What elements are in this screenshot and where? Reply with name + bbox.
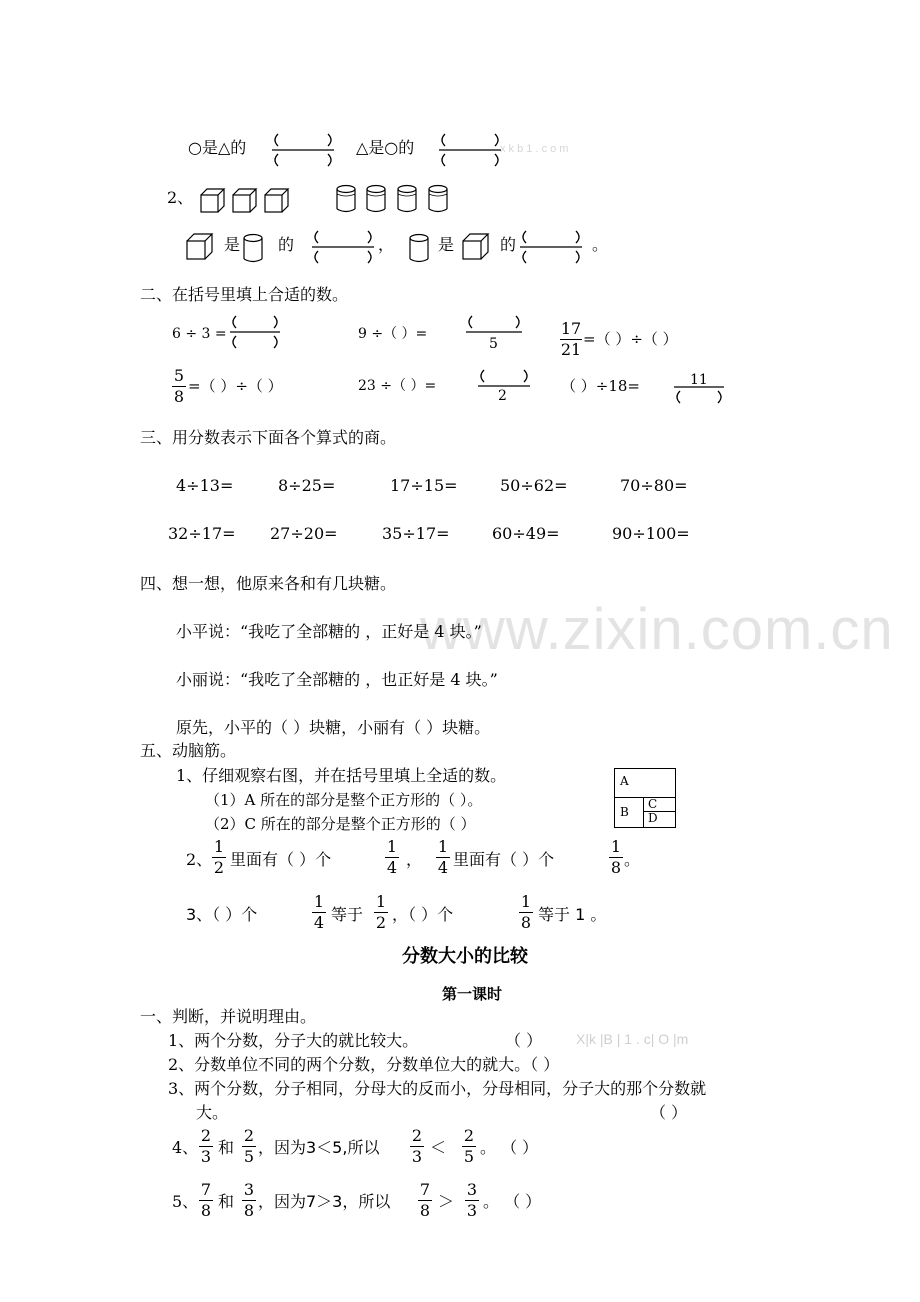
- section5-title: 五、动脑筋。: [140, 741, 237, 760]
- s5-q2-text2: ，: [406, 850, 423, 869]
- fraction-2-5: 2 5: [243, 1126, 255, 1166]
- judge-3b: 大。: [196, 1103, 229, 1122]
- judge-1-paren: （ ）: [505, 1031, 543, 1050]
- blank-fraction-3: [310, 227, 376, 267]
- quotient-expression: 60÷49=: [492, 524, 560, 543]
- judge-5-and: 和: [218, 1192, 235, 1211]
- fraction-one-quarter: 1 4: [437, 837, 449, 877]
- q2-end: 。: [592, 235, 609, 254]
- judge-4-and: 和: [218, 1138, 235, 1157]
- fraction-one-half: 1 2: [213, 837, 225, 877]
- quotient-expression: 17÷15=: [390, 476, 458, 495]
- judge-4-because: ，因为3＜5,所以: [258, 1138, 380, 1157]
- s5-q3-text1: 等于: [331, 905, 364, 924]
- section3-title: 三、用分数表示下面各个算式的商。: [140, 428, 397, 447]
- q2-is-2: 是: [438, 235, 455, 254]
- compare-title: 一、判断，并说明理由。: [140, 1007, 317, 1026]
- blank-fraction: [228, 312, 282, 352]
- fraction-2-3: 2 3: [411, 1126, 423, 1166]
- original-candies: 原先，小平的（ ）块糖，小丽有（ ）块糖。: [176, 718, 491, 737]
- section2-title: 二、在括号里填上合适的数。: [140, 285, 349, 304]
- cylinder-icon: [336, 184, 456, 216]
- label-a: A: [620, 774, 629, 788]
- q2-is: 是: [224, 235, 241, 254]
- expr-div-18-numerator: 11: [690, 372, 708, 388]
- q2-label: 2、: [167, 188, 194, 207]
- s5-q3-prefix: 3、（ ）个: [186, 905, 258, 924]
- label-d: D: [648, 811, 658, 825]
- fraction-one-quarter: 1 4: [386, 837, 398, 877]
- fraction-17-21: 17 21: [560, 319, 582, 359]
- s5-q2-prefix: 2、: [186, 850, 213, 869]
- watermark-bottom: X|k |B | 1 . c| O |m: [576, 1031, 689, 1047]
- judge-4-label: 4、: [172, 1138, 199, 1157]
- expr-5-8-rest: =（ ）÷（ ）: [188, 377, 283, 395]
- fraction-7-8: 7 8: [200, 1180, 212, 1220]
- judge-4-end: 。 （ ）: [480, 1138, 539, 1157]
- expr-23-div: 23 ÷（ ）=: [358, 378, 437, 394]
- s5-q1-b: （2）C 所在的部分是整个正方形的（ ）: [205, 815, 476, 833]
- fraction-5-8: 5 8: [173, 366, 185, 406]
- judge-5-label: 5、: [172, 1192, 199, 1211]
- fraction-2-3: 2 3: [200, 1126, 212, 1166]
- quotient-expression: 90÷100=: [612, 524, 690, 543]
- expr-6-div-3: 6 ÷ 3 =: [172, 326, 227, 342]
- xiaoli-says: 小丽说：“我吃了全部糖的 ，也正好是 4 块。”: [176, 670, 498, 689]
- quotient-expression: 8÷25=: [278, 476, 336, 495]
- judge-5-because: ，因为7＞3，所以: [258, 1192, 391, 1211]
- fraction-one-half: 1 2: [375, 892, 387, 932]
- blank-fraction-1: [270, 130, 336, 170]
- fraction-3-3: 3 3: [466, 1180, 478, 1220]
- fraction-7-8: 7 8: [419, 1180, 431, 1220]
- expr-17-21-rest: =（ ）÷（ ）: [583, 330, 678, 348]
- judge-3a: 3、两个分数，分子相同，分母大的反而小，分母相同，分子大的那个分数就: [168, 1079, 707, 1098]
- s5-q1: 1、仔细观察右图，并在括号里填上全适的数。: [176, 766, 507, 785]
- judge-4-lt: ＜: [430, 1138, 447, 1157]
- cylinder-icon: [408, 233, 432, 265]
- quotient-expression: 4÷13=: [176, 476, 234, 495]
- q2-comma: ，: [378, 235, 395, 254]
- judge-3-paren: （ ）: [650, 1103, 688, 1122]
- quotient-expression: 35÷17=: [382, 524, 450, 543]
- cylinder-icon: [242, 233, 266, 265]
- label-b: B: [620, 805, 629, 819]
- expr-9-denominator: 5: [489, 336, 498, 352]
- q2-of-2: 的: [500, 235, 517, 254]
- watermark-top: x k b 1 . c o m: [500, 143, 569, 155]
- judge-5-end: 。 （ ）: [483, 1192, 542, 1211]
- s5-q2-text1: 里面有（ ）个: [230, 850, 332, 869]
- expr-9-div: 9 ÷（ ）=: [358, 326, 428, 342]
- fraction-one-eighth: 1 8: [520, 892, 532, 932]
- cube-icon: [200, 188, 300, 216]
- expr-div-18: （ ）÷18=: [561, 377, 640, 395]
- compare-heading: 分数大小的比较: [402, 946, 528, 967]
- watermark-center: www.zixin.com.cn: [420, 597, 894, 662]
- s5-q3-text3: 等于 1 。: [538, 905, 607, 924]
- fraction-one-quarter: 1 4: [313, 892, 325, 932]
- quotient-expression: 50÷62=: [500, 476, 568, 495]
- section4-title: 四、想一想，他原来各和有几块糖。: [140, 574, 397, 593]
- quotient-expression: 32÷17=: [168, 524, 236, 543]
- line1-circle-of-triangle: ○是△的: [188, 138, 247, 157]
- quotient-expression: 70÷80=: [620, 476, 688, 495]
- s5-q3-text2: ，（ ）个: [392, 905, 454, 924]
- q2-of: 的: [278, 235, 295, 254]
- fraction-2-5: 2 5: [463, 1126, 475, 1166]
- s5-q2-text3: 里面有（ ）个: [453, 850, 555, 869]
- label-c: C: [648, 797, 658, 811]
- line1-triangle-of-circle: △是○的: [356, 138, 415, 157]
- judge-1: 1、两个分数，分子大的就比较大。: [168, 1031, 419, 1050]
- judge-2: 2、分数单位不同的两个分数，分数单位大的就大。（ ）: [168, 1055, 560, 1074]
- fraction-one-eighth: 1 8: [610, 837, 622, 877]
- blank-fraction-2: [437, 130, 503, 170]
- s5-q1-a: （1）A 所在的部分是整个正方形的（ ）。: [205, 791, 483, 809]
- fraction-3-8: 3 8: [243, 1180, 255, 1220]
- blank-fraction-4: [518, 227, 584, 267]
- xiaoping-says: 小平说：“我吃了全部糖的 ，正好是 4 块。”: [176, 622, 482, 641]
- blank-fraction: [464, 312, 524, 336]
- quotient-expression: 27÷20=: [270, 524, 338, 543]
- cube-icon: [462, 233, 490, 263]
- square-diagram: [614, 768, 676, 828]
- blank-fraction: [672, 385, 726, 409]
- expr-23-denominator: 2: [498, 388, 507, 404]
- compare-subheading: 第一课时: [442, 985, 503, 1003]
- cube-icon: [186, 233, 214, 263]
- s5-q2-text4: 。: [624, 850, 641, 869]
- judge-5-gt: ＞: [438, 1192, 455, 1211]
